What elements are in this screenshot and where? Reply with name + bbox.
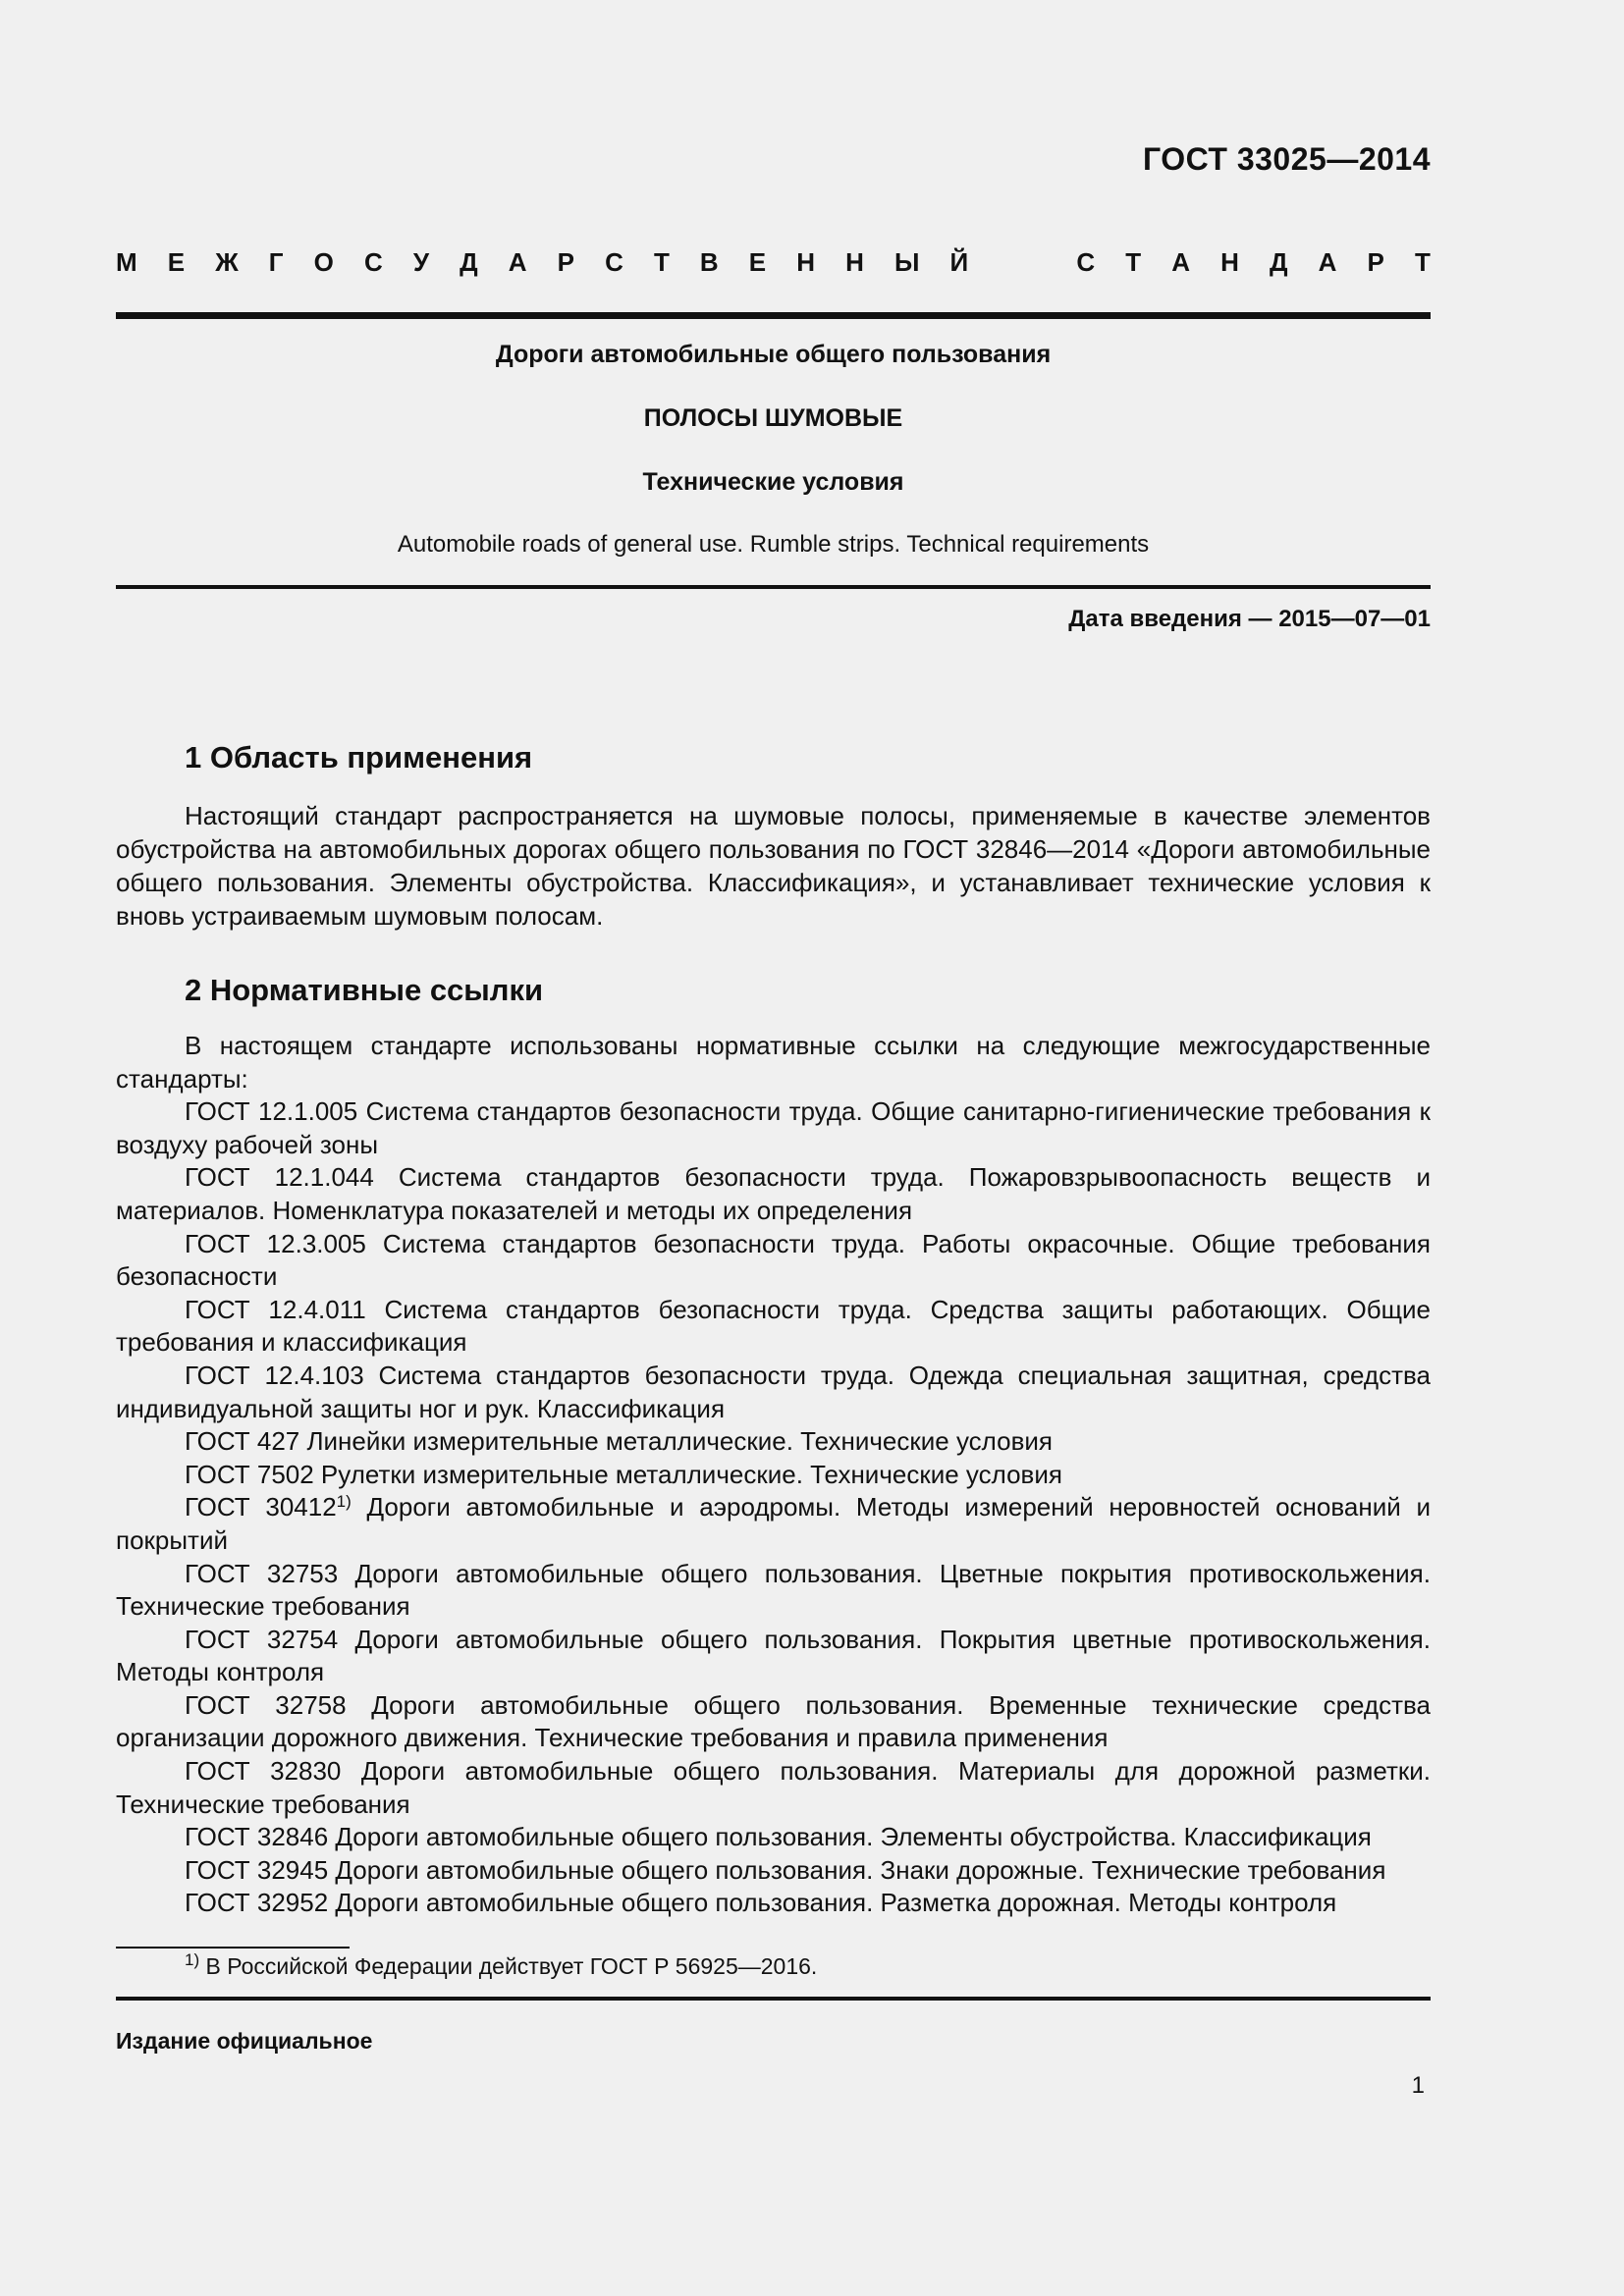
footnote-marker: 1) <box>336 1492 352 1512</box>
footnote <box>185 1950 818 1980</box>
introduction-date: Дата введения — 2015—07—01 <box>1068 606 1431 632</box>
heading-letter: Т <box>1125 247 1142 277</box>
heading-letter: Р <box>557 247 574 277</box>
title-rule <box>116 585 1431 589</box>
official-edition-label: Издание официальное <box>116 2028 373 2054</box>
heading-letter: Д <box>460 247 478 277</box>
heading-letter: Д <box>1270 247 1288 277</box>
footnote-text: В Российской Федерации действует ГОСТ Р 56925—2016. <box>199 1953 818 1979</box>
section-1-text: Настоящий стандарт распространяется на шумовые полосы, применяемые в качестве элементов обустройства на автомобильных дорогах общего пользования по ГОСТ 32846—2014 «Дороги автомобильные общего пользования. Элементы обустройства. Классификация», и устанавливает технические условия к вновь устраиваемым шумовым полосам. <box>116 801 1431 931</box>
heading-letter: Н <box>1220 247 1239 277</box>
title-main: ПОЛОСЫ ШУМОВЫЕ <box>643 404 903 432</box>
reference-item: ГОСТ 12.1.044 Система стандартов безопасности труда. Пожаровзрывоопасность веществ и материалов. Номенклатура показателей и методы их определения <box>116 1162 1431 1225</box>
reference-item: ГОСТ 32952 Дороги автомобильные общего пользования. Разметка дорожная. Методы контроля <box>185 1888 1337 1918</box>
heading-letter: Г <box>268 247 284 277</box>
heading-letter: О <box>313 247 334 277</box>
heading-letter: В <box>699 247 719 277</box>
heading-letter: Н <box>845 247 864 277</box>
reference-title: Дороги автомобильные и аэродромы. Методы измерений неровностей оснований и покрытий <box>116 1492 1431 1555</box>
footnote-mark: 1) <box>185 1950 200 1969</box>
standard-heading <box>116 247 1431 278</box>
reference-code: ГОСТ 30412 <box>185 1492 337 1522</box>
footer-rule <box>116 1997 1431 2001</box>
title-road: Дороги автомобильные общего пользования <box>495 341 1052 368</box>
references-intro: В настоящем стандарте использованы нормативные ссылки на следующие межгосударственные стандарты: <box>116 1031 1431 1094</box>
heading-letter: С <box>363 247 383 277</box>
heading-letter: А <box>508 247 527 277</box>
heading-letter: Й <box>949 247 969 277</box>
reference-item: ГОСТ 32846 Дороги автомобильные общего пользования. Элементы обустройства. Классификация <box>185 1822 1372 1852</box>
reference-item: ГОСТ 12.1.005 Система стандартов безопасности труда. Общие санитарно-гигиенические требования к воздуху рабочей зоны <box>116 1096 1431 1159</box>
reference-item: ГОСТ 32753 Дороги автомобильные общего пользования. Цветные покрытия противоскольжения. Технические требования <box>116 1558 1431 1622</box>
reference-item <box>116 1491 1431 1557</box>
heading-letter: Т <box>1414 247 1431 277</box>
section-2-title: 2 Нормативные ссылки <box>185 973 544 1007</box>
footnote-separator <box>116 1947 350 1949</box>
document-page <box>116 0 1431 2296</box>
reference-item: ГОСТ 32830 Дороги автомобильные общего пользования. Материалы для дорожной разметки. Технические требования <box>116 1756 1431 1819</box>
reference-item: ГОСТ 7502 Рулетки измерительные металлические. Технические условия <box>185 1459 1062 1489</box>
title-sub: Технические условия <box>642 468 904 496</box>
heading-letter: Ж <box>215 247 239 277</box>
reference-item: ГОСТ 12.4.011 Система стандартов безопасности труда. Средства защиты работающих. Общие требования и классификация <box>116 1294 1431 1358</box>
heading-letter: Е <box>167 247 186 277</box>
heading-letter: Ы <box>893 247 920 277</box>
heading-letter: Е <box>748 247 767 277</box>
heading-letter: А <box>1318 247 1337 277</box>
heading-letter: Р <box>1367 247 1384 277</box>
heading-letter: Н <box>796 247 816 277</box>
title-english: Automobile roads of general use. Rumble strips. Technical requirements <box>397 531 1150 558</box>
references-list <box>116 1030 1431 1920</box>
reference-item: ГОСТ 32945 Дороги автомобильные общего пользования. Знаки дорожные. Технические требования <box>185 1854 1386 1885</box>
heading-letter: Т <box>653 247 670 277</box>
header-rule <box>116 312 1431 319</box>
heading-letter: С <box>1076 247 1096 277</box>
reference-item: ГОСТ 12.3.005 Система стандартов безопасности труда. Работы окрасочные. Общие требования безопасности <box>116 1228 1431 1292</box>
heading-word-gap <box>999 247 1046 278</box>
heading-letter: А <box>1171 247 1191 277</box>
heading-letter: У <box>412 247 430 277</box>
reference-item: ГОСТ 32754 Дороги автомобильные общего пользования. Покрытия цветные противоскольжения. Методы контроля <box>116 1624 1431 1687</box>
section-1-title: 1 Область применения <box>185 740 533 774</box>
reference-item: ГОСТ 12.4.103 Система стандартов безопасности труда. Одежда специальная защитная, средства индивидуальной защиты ног и рук. Классификация <box>116 1360 1431 1423</box>
heading-letter: С <box>605 247 623 277</box>
reference-item: ГОСТ 32758 Дороги автомобильные общего пользования. Временные технические средства организации дорожного движения. Технические требования и правила применения <box>116 1689 1431 1753</box>
heading-letter: М <box>116 247 137 277</box>
document-number: ГОСТ 33025—2014 <box>1142 141 1431 177</box>
reference-item: ГОСТ 427 Линейки измерительные металлические. Технические условия <box>185 1426 1053 1457</box>
page-number: 1 <box>1411 2072 1425 2099</box>
